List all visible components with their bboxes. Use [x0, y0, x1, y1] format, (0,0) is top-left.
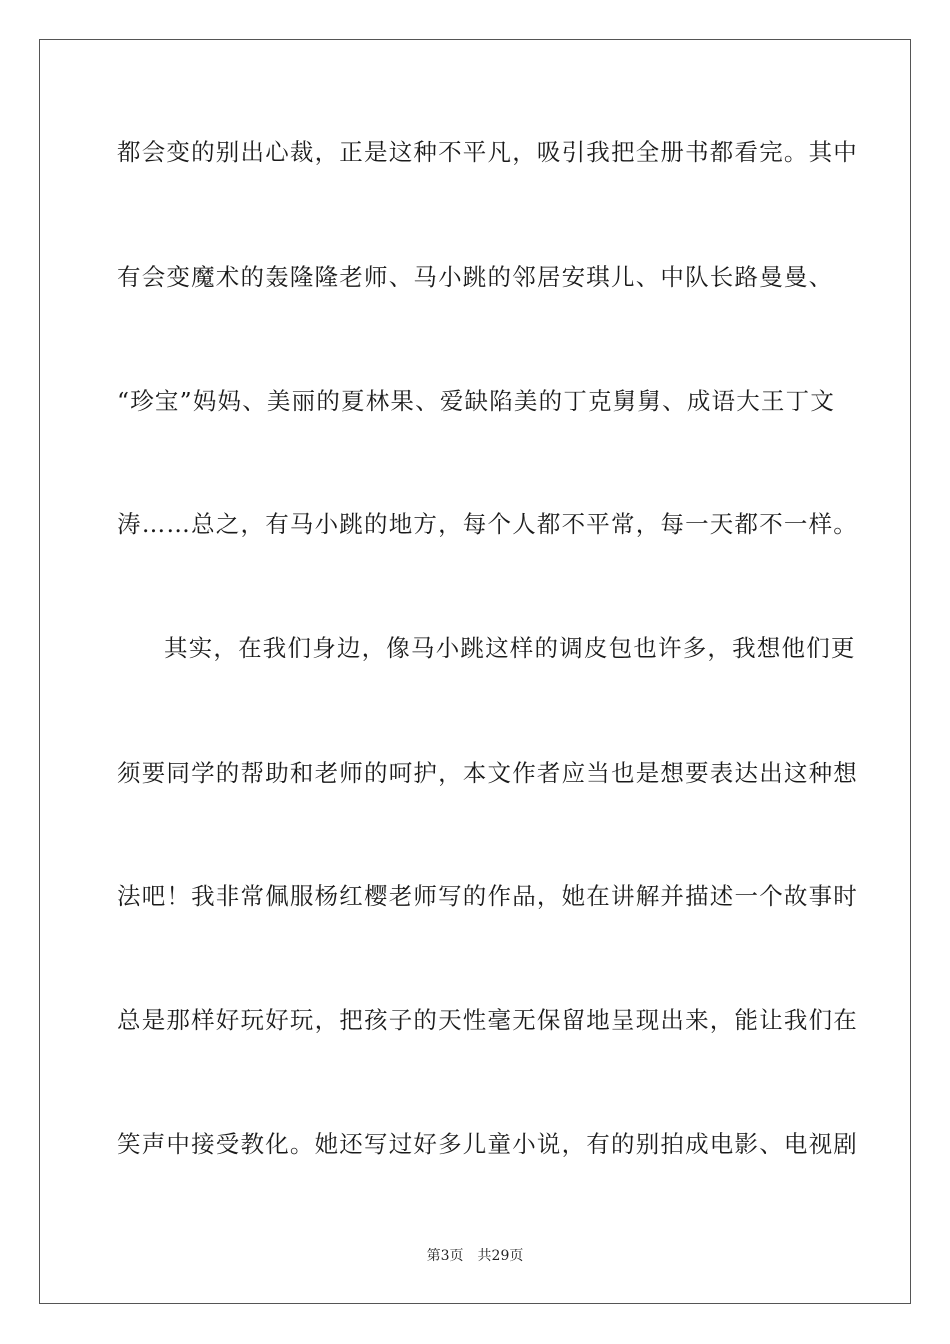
page-number: 第3页	[426, 1248, 464, 1264]
page-footer	[0, 1246, 950, 1266]
body-line-2: 有会变魔术的轰隆隆老师、马小跳的邻居安琪儿、中队长路曼曼、	[117, 263, 834, 291]
body-line-4: 涛……总之，有马小跳的地方，每个人都不平常，每一天都不一样。	[117, 510, 858, 538]
body-line-7: 法吧！我非常佩服杨红樱老师写的作品，她在讲解并描述一个故事时	[117, 882, 858, 910]
body-line-3: “珍宝”妈妈、美丽的夏林果、爱缺陷美的丁克舅舅、成语大王丁文	[117, 387, 836, 415]
page-border	[39, 39, 911, 1304]
body-line-9: 笑声中接受教化。她还写过好多儿童小说，有的别拍成电影、电视剧	[117, 1130, 858, 1158]
body-line-6: 须要同学的帮助和老师的呵护，本文作者应当也是想要表达出这种想	[117, 759, 858, 787]
page-total: 共29页	[477, 1248, 524, 1264]
body-line-1: 都会变的别出心裁，正是这种不平凡，吸引我把全册书都看完。其中	[117, 138, 858, 166]
body-line-5-paragraph-start: 其实，在我们身边，像马小跳这样的调皮包也许多，我想他们更	[164, 634, 856, 662]
body-line-8: 总是那样好玩好玩，把孩子的天性毫无保留地呈现出来，能让我们在	[117, 1006, 858, 1034]
